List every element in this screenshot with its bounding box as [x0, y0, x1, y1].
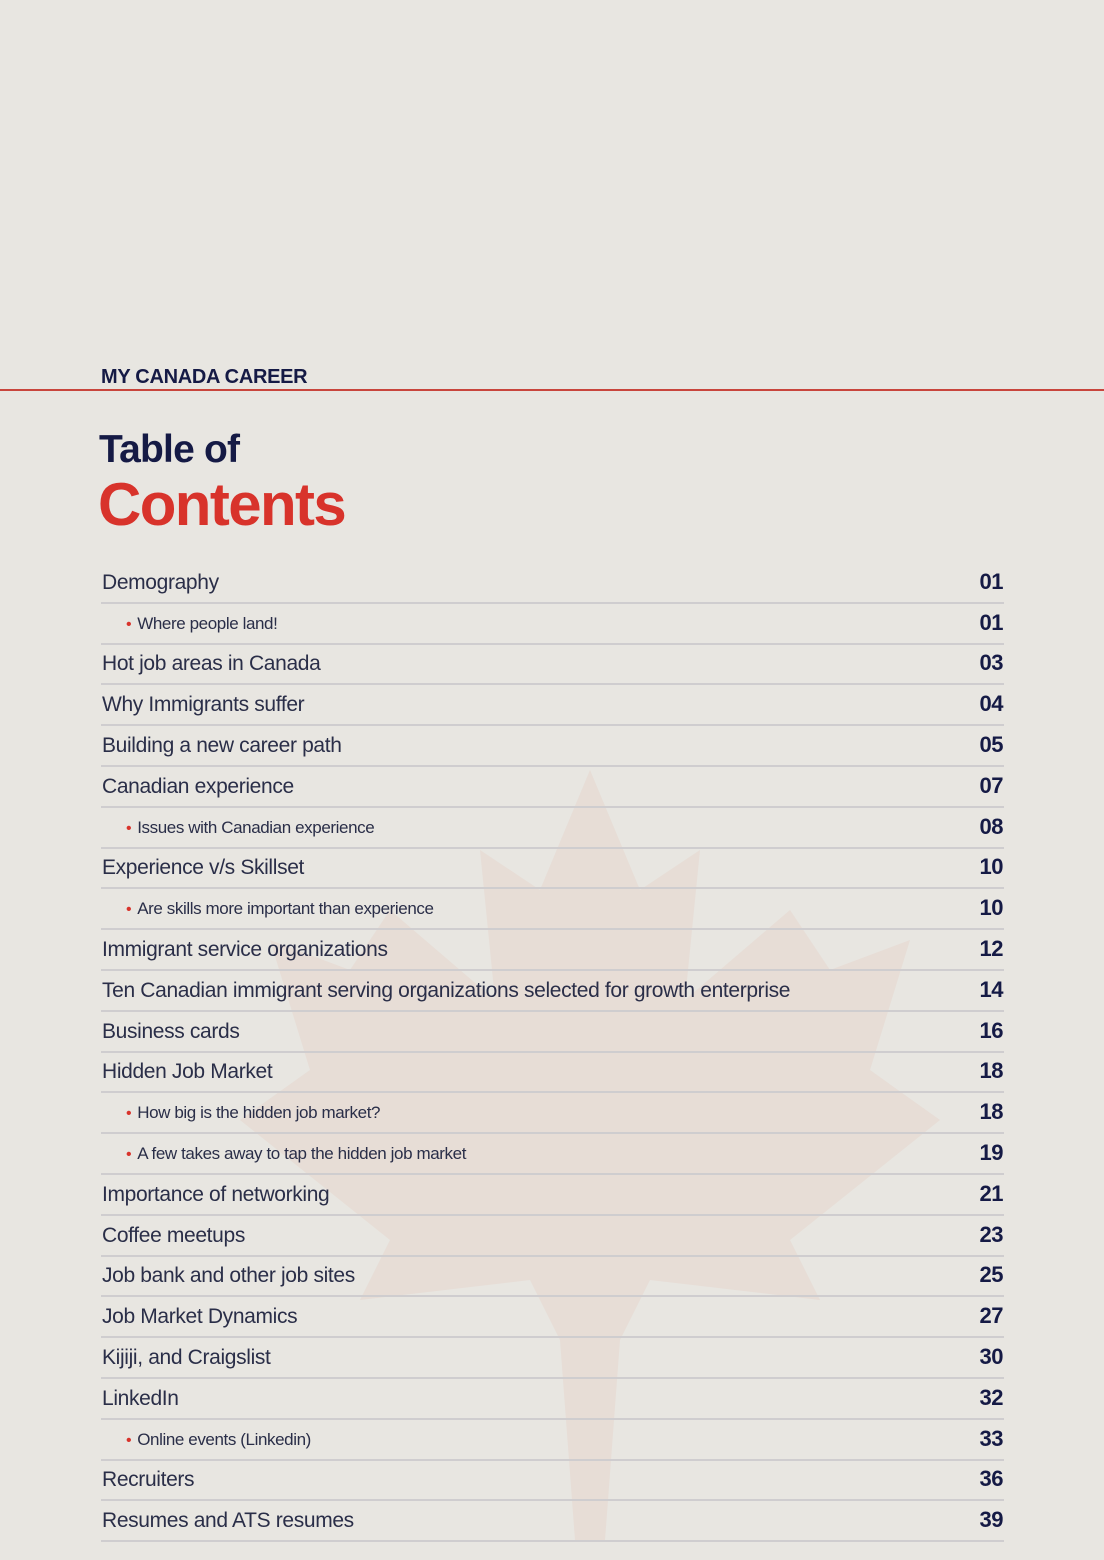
toc-entry-text: Recruiters — [102, 1468, 195, 1492]
toc-entry-text: Ten Canadian immigrant serving organizations selected for growth enterprise — [102, 978, 791, 1002]
toc-page-number: 05 — [979, 731, 1003, 757]
toc-entry-label — [102, 1264, 355, 1288]
toc-entry-text: Job Market Dynamics — [102, 1305, 298, 1329]
toc-subentry[interactable] — [101, 889, 1004, 930]
toc-entry[interactable] — [101, 1338, 1004, 1379]
toc-entry-text: Building a new career path — [102, 733, 342, 757]
toc-entry[interactable] — [101, 849, 1004, 890]
toc-page-number: 10 — [979, 854, 1003, 880]
toc-entry-label — [126, 614, 277, 634]
toc-entry[interactable] — [101, 563, 1004, 604]
toc-page-number: 36 — [979, 1466, 1003, 1492]
toc-entry[interactable] — [101, 767, 1004, 808]
toc-entry[interactable] — [101, 645, 1004, 686]
table-of-contents — [101, 563, 1004, 1542]
toc-entry-text: Hidden Job Market — [102, 1060, 273, 1084]
toc-page-number: 07 — [979, 772, 1003, 798]
toc-entry[interactable] — [101, 1012, 1004, 1053]
toc-page-number: 03 — [979, 650, 1003, 676]
toc-page-number: 12 — [979, 935, 1003, 961]
toc-page-number: 19 — [979, 1139, 1003, 1165]
bullet-icon: • — [126, 901, 132, 919]
toc-entry-label — [126, 1430, 311, 1450]
toc-page-number: 33 — [979, 1425, 1003, 1451]
toc-entry-label — [102, 1346, 271, 1370]
toc-page-number: 10 — [979, 895, 1003, 921]
toc-entry[interactable] — [101, 1461, 1004, 1502]
toc-entry-text: Where peoplе land! — [137, 613, 278, 633]
toc-entry-text: How big is the hidden job market? — [137, 1103, 381, 1123]
toc-entry[interactable] — [101, 726, 1004, 767]
toc-entry-text: Are skills more important than experience — [137, 899, 434, 919]
toc-page-number: 18 — [979, 1099, 1003, 1125]
bullet-icon: • — [126, 1105, 132, 1123]
bullet-icon: • — [126, 1431, 132, 1449]
toc-page-number: 23 — [979, 1221, 1003, 1247]
toc-page-number: 39 — [979, 1507, 1003, 1533]
toc-entry-label — [102, 734, 342, 758]
toc-entry-label — [102, 1183, 329, 1207]
toc-entry[interactable] — [101, 1379, 1004, 1420]
bullet-icon: • — [126, 819, 132, 837]
toc-page-number: 14 — [979, 976, 1003, 1002]
toc-entry[interactable] — [101, 1216, 1004, 1257]
bullet-icon: • — [126, 615, 132, 633]
toc-entry-text: Issues with Canadian experience — [137, 817, 375, 837]
toc-entry[interactable] — [101, 1175, 1004, 1216]
toc-entry-label — [102, 979, 790, 1003]
toc-page-number: 18 — [979, 1058, 1003, 1084]
toc-entry-label — [102, 1060, 272, 1084]
toc-entry[interactable] — [101, 685, 1004, 726]
toc-entry-label — [102, 1468, 194, 1492]
toc-entry[interactable] — [101, 1053, 1004, 1094]
toc-entry-label — [126, 899, 434, 919]
toc-subentry[interactable] — [101, 1093, 1004, 1134]
toc-entry-text: LinkedIn — [102, 1386, 179, 1410]
toc-entry-label — [102, 571, 219, 595]
toc-entry-text: Why Immigrants suffer — [102, 693, 305, 717]
toc-entry-text: Coffee meetups — [102, 1223, 245, 1247]
toc-page-number: 01 — [979, 609, 1003, 635]
toc-entry-label — [102, 1305, 297, 1329]
toc-entry-text: Experience v/s Skillset — [102, 856, 305, 880]
toc-entry-label — [126, 1144, 466, 1164]
toc-entry-label — [102, 1224, 245, 1248]
bullet-icon: • — [126, 1145, 132, 1163]
toc-page-number: 25 — [979, 1262, 1003, 1288]
toc-entry-label — [102, 693, 304, 717]
toc-entry[interactable] — [101, 1297, 1004, 1338]
toc-entry-label — [102, 1509, 354, 1533]
toc-entry[interactable] — [101, 1257, 1004, 1298]
toc-entry-text: Resumes and ATS resumes — [102, 1509, 354, 1533]
toc-entry-label — [102, 938, 388, 962]
toc-subentry[interactable] — [101, 1134, 1004, 1175]
toc-entry-label — [126, 1103, 380, 1123]
toc-page-number: 32 — [979, 1384, 1003, 1410]
toc-entry-label — [102, 1020, 240, 1044]
page-title-line1: Table of — [99, 428, 240, 471]
toc-subentry[interactable] — [101, 604, 1004, 645]
toc-entry-text: Business cards — [102, 1019, 240, 1043]
toc-page-number: 21 — [979, 1180, 1003, 1206]
toc-page-number: 27 — [979, 1303, 1003, 1329]
toc-subentry[interactable] — [101, 1420, 1004, 1461]
toc-entry-text: Immigrant service organizations — [102, 937, 388, 961]
toc-entry-text: Importance of networking — [102, 1182, 330, 1206]
toc-entry-text: Online events (Linkedin) — [137, 1429, 311, 1449]
toc-entry-label — [126, 818, 374, 838]
toc-entry-label — [102, 652, 320, 676]
toc-page-number: 30 — [979, 1343, 1003, 1369]
toc-entry[interactable] — [101, 971, 1004, 1012]
toc-page-number: 16 — [979, 1017, 1003, 1043]
toc-entry-text: Demography — [102, 570, 219, 594]
header-rule — [0, 389, 1104, 391]
toc-entry-text: Job bank and other job sites — [102, 1264, 355, 1288]
toc-page-number: 08 — [979, 813, 1003, 839]
toc-entry[interactable] — [101, 1501, 1004, 1542]
toc-entry-text: A few takes away to tap the hidden job market — [137, 1143, 467, 1163]
toc-page-number: 04 — [979, 691, 1003, 717]
toc-entry-text: Canadian experience — [102, 774, 294, 798]
toc-subentry[interactable] — [101, 808, 1004, 849]
toc-page-number: 01 — [979, 568, 1003, 594]
toc-entry[interactable] — [101, 930, 1004, 971]
toc-entry-text: Hot job areas in Canada — [102, 652, 321, 676]
page-title-line2: Contents — [98, 471, 346, 538]
running-header: MY CANADA CAREER — [101, 366, 308, 388]
toc-entry-text: Kijiji, and Craigslist — [102, 1345, 271, 1369]
toc-entry-label — [102, 856, 304, 880]
toc-entry-label — [102, 1387, 179, 1411]
toc-entry-label — [102, 775, 294, 799]
